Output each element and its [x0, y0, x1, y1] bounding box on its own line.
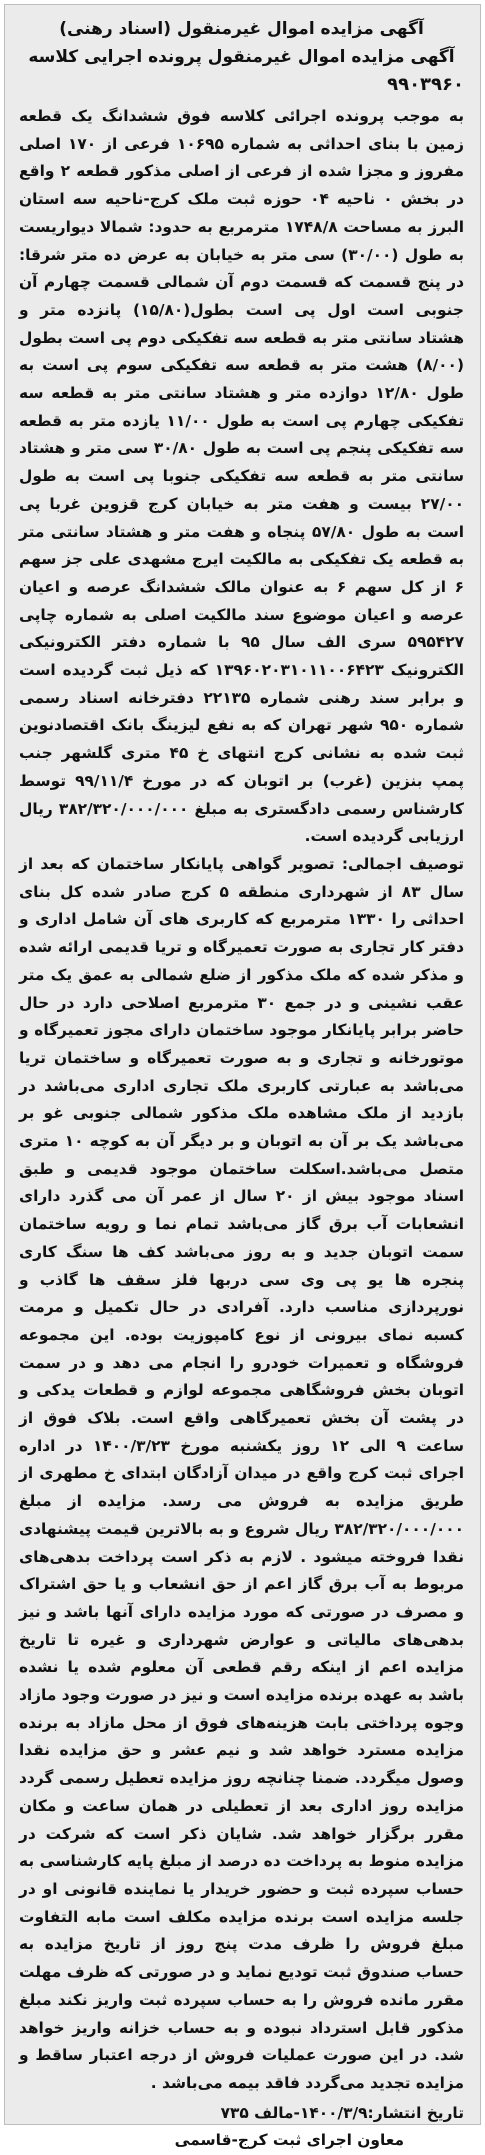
property-description-paragraph: به موجب پرونده اجرائی کلاسه فوق ششدانگ یک قطعه زمین با بنای احداثی به شماره ۱۰۶۹۵ فرعی از ۱۷۰ اصلی مفروز و مجزا شده از فرعی از اصلی مذکور قطعه ۲ واقع در بخش ۰ ناحیه ۰۴ حوزه ثبت ملک کرج-ناحیه سه استان البرز به مساحت ۱۷۴۸/۸ مترمربع به حدود: شمالا دیواریست به طول (۳۰/۰۰) سی متر به خیابان به عرض ده متر شرقا: در پنج قسمت که قسمت دوم آن شمالی قسمت چهارم آن جنوبی است اول پی است بطول(۱۵/۸۰) پانزده متر و هشتاد سانتی متر به قطعه سه تفکیکی دوم پی است بطول (۸/۰۰) هشت متر به قطعه سه تفکیکی سوم پی است به طول ۱۲/۸۰ دوازده متر و هشتاد سانتی متر به قطعه سه تفکیکی چهارم پی است به طول ۱۱/۰۰ یازده متر به قطعه سه تفکیکی پنجم پی است به طول ۳۰/۸۰ سی متر و هشتاد سانتی متر به قطعه سه تفکیکی جنوبا پی است به طول ۲۷/۰۰ بیست و هفت متر به خیابان کرج قزوین غربا پی است به طول ۵۷/۸۰ پنجاه و هفت متر و هشتاد سانتی متر به قطعه یک تفکیکی به مالکیت ایرج مشهدی علی جز سهم ۶ از کل سهم ۶ به عنوان مالک ششدانگ عرصه و اعیان عرصه و اعیان موضوع سند مالکیت اصلی به شماره چاپی ۵۹۵۴۲۷ سری الف سال ۹۵ با شماره دفتر الکترونیکی الکترونیک ۱۳۹۶۰۲۰۳۱۰۱۱۰۰۶۴۲۳ که ذیل ثبت گردیده است و برابر سند رهنی شماره ۲۲۱۳۵ دفترخانه اسناد رسمی شماره ۹۵۰ شهر تهران که به نفع لیزینگ بانک اقتصادنوین ثبت شده به نشانی کرج انتهای خ ۴۵ متری گلشهر جنب پمپ بنزین (غرب) بر اتوبان که در مورخ ۹۹/۱۱/۴ توسط کارشناس رسمی دادگستری به مبلغ ۳۸۲/۳۲۰/۰۰۰/۰۰۰ ریال ارزیابی گردیده است. — [19, 107, 465, 846]
case-number: ۹۹۰۳۹۶۰ — [387, 74, 464, 95]
newspaper-notice-clipping — [4, 4, 481, 2150]
publish-date-line: تاریخ انتشار:۱۴۰۰/۳/۹-مالف ۷۳۵ — [220, 2103, 464, 2122]
notice-subtitle: آگهی مزایده اموال غیرمنقول پرونده اجرایی کلاسه — [28, 47, 455, 67]
summary-description-paragraph: توصیف اجمالی: تصویر گواهی پایانکار ساختمان که بعد از سال ۸۳ از شهرداری منطقه ۵ کرج صادر شده کل بنای احداثی را ۱۳۳۰ مترمربع که کاربری های آن شامل اداری و دفتر کار تجاری به صورت تعمیرگاه و تریا قدیمی ارائه شده و مذکر شده که ملک مذکور از ضلع شمالی به عمق یک متر عقب نشینی و در جمع ۳۰ مترمربع اصلاحی دارد در حال حاضر برابر پایانکار موجود ساختمان دارای مجوز تعمیرگاه و موتورخانه و تجاری و به صورت تعمیرگاه و ساختمان تریا می‌باشد به عبارتی کاربری ملک تجاری اداری می‌باشد در بازدید از ملک مشاهده ملک مذکور شمالی جنوبی غو بر می‌باشد یک بر آن به اتوبان و بر دیگر آن به کوچه ۱۰ متری متصل می‌باشد.اسکلت ساختمان موجود قدیمی و طبق اسناد موجود بیش از ۲۰ سال از عمر آن می گذرد دارای انشعابات آب برق گاز می‌باشد تمام نما و رویه ساختمان سمت اتوبان جدید و به روز می‌باشد کف ها سنگ کاری پنجره ها یو پی وی سی دربها فلز سقف ها گاذب و نورپردازی مناسب دارد. آفرادی در حال تکمیل و مرمت کسبه نمای بیرونی از نوع کامپوزیت بوده. این مجموعه فروشگاه و تعمیرات خودرو را انجام می دهد و در سمت اتوبان بخش فروشگاهی مجموعه لوازم و قطعات یدکی و در پشت آن بخش تعمیرگاهی واقع است. بلاک فوق از ساعت ۹ الی ۱۲ روز یکشنبه مورخ ۱۴۰۰/۳/۲۳ در اداره اجرای ثبت کرج واقع در میدان آزادگان ابتدای خ مطهری از طریق مزایده به فروش می رسد. مزایده از مبلغ ۳۸۲/۳۲۰/۰۰۰/۰۰۰ ریال شروع و به بالاترین قیمت پیشنهادی نقدا فروخته میشود . لازم به ذکر است پرداخت بدهی‌های مربوط به آب برق گاز اعم از حق انشعاب و یا حق اشتراک و مصرف در صورتی که مورد مزایده دارای آنها باشد و نیز بدهی‌های مالیاتی و عوارض شهرداری و غیره تا تاریخ مزایده اعم از اینکه رقم قطعی آن معلوم شده یا نشده باشد به عهده برنده مزایده است و نیز در صورت وجود مازاد وجوه پرداختی بابت هزینه‌های فوق از محل مازاد به برنده مزایده مسترد خواهد شد و نیم عشر و حق مزایده نقدا وصول میگردد. ضمنا چنانچه روز مزایده تعطیل رسمی گردد مزایده روز اداری بعد از تعطیلی در همان ساعت و مکان مقرر برگزار خواهد شد. شایان ذکر است که شرکت در مزایده منوط به پرداخت ده درصد از مبلغ پایه کارشناسی به حساب سپرده ثبت و حضور خریدار یا نماینده قانونی او در جلسه مزایده است برنده مزایده مکلف است مابه التفاوت مبلغ فروش را ظرف مدت پنج روز از تاریخ مزایده به حساب صندوق ثبت تودیع نماید و در صورتی که ظرف مهلت مقرر مانده فروش را به حساب سپرده ثبت واریز نکند مبلغ مذکور قابل استرداد نبوده و به حساب خزانه واریز خواهد شد. در این صورت عملیات فروش از درجه اعتبار ساقط و مزایده تجدید می‌گردد فاقد بیمه می‌باشد . — [19, 854, 464, 2092]
signature-line: معاون اجرای ثبت کرج-قاسمی — [174, 2131, 404, 2150]
notice-title: آگهی مزایده اموال غیرمنقول (اسناد رهنی) — [59, 19, 424, 39]
